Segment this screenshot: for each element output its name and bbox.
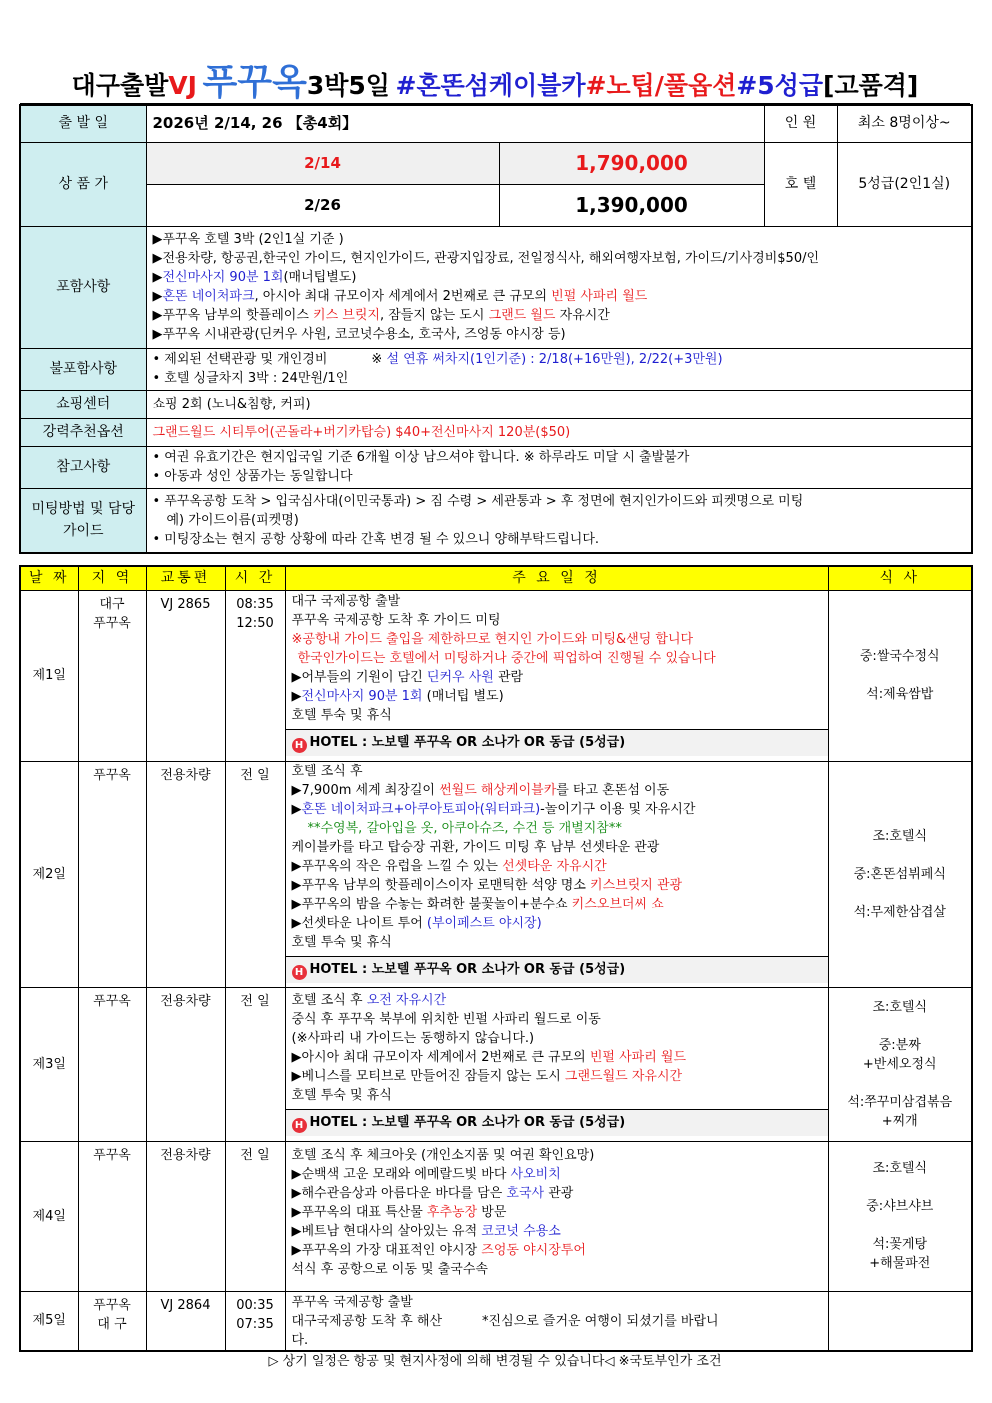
day-4-region: 푸꾸옥 [78, 1141, 146, 1291]
day-3-hotel: H HOTEL : 노보텔 푸꾸옥 OR 소나가 OR 동급 (5성급) [286, 1109, 828, 1136]
include-line-5: ▶푸꾸옥 남부의 핫플레이스 키스 브릿지, 잠들지 않는 도시 그랜드 월드 자유시간 [152, 308, 610, 323]
day-5-meals [828, 1291, 972, 1351]
include-line-6: ▶푸꾸옥 시내관광(딘커우 사원, 코코넛수용소, 호국사, 즈엉동 야시장 등) [152, 327, 566, 342]
day-5-row [20, 1291, 972, 1351]
header-time: 시 간 [225, 566, 285, 590]
price-date-2: 2/26 [146, 184, 499, 226]
notes-line-1: • 여권 유효기간은 현지입국일 기준 6개월 이상 남으셔야 합니다. ※ 하루라도 미달 시 출발불가 [152, 450, 690, 465]
meeting-line-1: • 푸꾸옥공항 도착 > 입국심사대(이민국통과) > 짐 수령 > 세관통과 > 후 정면에 현지인가이드와 피켓명으로 미팅 [152, 493, 804, 509]
shopping-label: 쇼핑센터 [20, 390, 146, 418]
page-title: 대구출발VJ 푸꾸옥3박5일 #혼똔섬케이블카#노팁/풀옵션#5성급[고품격] [71, 62, 919, 103]
day-3-time: 전 일 [225, 987, 285, 1141]
day-4-meals: 조:호텔식 중:샤브샤브 석:꽃게탕 +해물파전 [828, 1141, 972, 1291]
meeting-line-2: 예) 가이드이름(피켓명) [166, 512, 299, 528]
meeting-row [20, 488, 972, 553]
schedule-header-row [20, 566, 972, 590]
include-label: 포함사항 [20, 226, 146, 348]
hotel-icon: H [292, 965, 307, 980]
footnote: ▷ 상기 일정은 항공 및 현지사정에 의해 변경될 수 있습니다◁ ※국토부인가 조건 [268, 1354, 722, 1369]
day-4-itinerary: 호텔 조식 후 체크아웃 (개인소지품 및 여권 확인요망) ▶순백색 고운 모래와 에메랄드빛 바다 사오비치 ▶해수관음상과 아름다운 바다를 담은 호국사 관광 ▶푸꾸옥의 대표 특산물 후추농장 방문 ▶베트남 현대사의 살아있는 유적 코코넛 수용소 ▶푸꾸옥의 가장 대표적인 야시장 즈엉동 야시장투어 석식 후 공항으로 이동 및 출국수속 [285, 1141, 828, 1291]
day-1-row [20, 590, 972, 761]
include-details [146, 226, 972, 348]
hotel-icon: H [292, 1118, 307, 1133]
notes-row [20, 446, 972, 488]
header-date: 날 짜 [20, 566, 78, 590]
day-5-itinerary: 푸꾸옥 국제공항 출발 대구국제공항 도착 후 해산 *진심으로 즐거운 여행이 되셨기를 바랍니 다. [285, 1291, 828, 1351]
day-2-meals: 조:호텔식 중:혼똔섬뷔페식 석:무제한삼겹살 [828, 761, 972, 987]
day-1-hotel: H HOTEL : 노보텔 푸꾸옥 OR 소나가 OR 동급 (5성급) [286, 729, 828, 756]
hotel-value: 5성급(2인1실) [837, 142, 972, 226]
price-row-1 [20, 142, 972, 184]
day-4-label: 제4일 [20, 1141, 78, 1291]
meeting-details [146, 488, 972, 553]
day-2-region: 푸꾸옥 [78, 761, 146, 987]
depart-value: 2026년 2/14, 26 【총4회】 [146, 105, 764, 142]
day-2-hotel: H HOTEL : 노보텔 푸꾸옥 OR 소나가 OR 동급 (5성급) [286, 956, 828, 983]
day-1-itinerary: 대구 국제공항 출발 푸꾸옥 국제공항 도착 후 가이드 미팅 ※공항내 가이드 출입을 제한하므로 현지인 가이드와 미팅&샌딩 합니다 한국인가이드는 호텔에서 미팅하거나 중간에 픽업하여 진행될 수 있습니다 ▶어부들의 기원이 담긴 딘커우 사원 관람 ▶전신마사지 90분 1회 (매너팁 별도) 호텔 투숙 및 휴식 H HOTEL : 노보텔 푸꾸옥 OR 소나가 OR 동급 (5성급) [285, 590, 828, 761]
exclude-label: 불포함사항 [20, 348, 146, 390]
exclude-line-1: • 제외된 선택관광 및 개인경비 ※ 설 연휴 써차지(1인기준) : 2/18(+16만원), 2/22(+3만원) [152, 352, 723, 367]
shopping-value: 쇼핑 2회 (노니&침향, 커피) [146, 390, 972, 418]
include-line-3: ▶전신마사지 90분 1회(매너팁별도) [152, 270, 357, 285]
day-3-region: 푸꾸옥 [78, 987, 146, 1141]
shopping-row [20, 390, 972, 418]
day-3-transport: 전용차량 [146, 987, 225, 1141]
day-4-row [20, 1141, 972, 1291]
day-3-label: 제3일 [20, 987, 78, 1141]
header-meal: 식 사 [828, 566, 972, 590]
price-label: 상 품 가 [20, 142, 146, 226]
people-label: 인 원 [764, 105, 837, 142]
day-1-region: 대구 푸꾸옥 [78, 590, 146, 761]
product-info-table [19, 104, 973, 554]
hotel-icon: H [292, 738, 307, 753]
include-line-4: ▶혼똔 네이처파크, 아시아 최대 규모이자 세계에서 2번째로 큰 규모의 빈펄 사파리 월드 [152, 289, 648, 304]
option-label: 강력추천옵션 [20, 418, 146, 446]
meeting-line-3: • 미팅장소는 현지 공항 상황에 따라 간혹 변경 될 수 있으니 양해부탁드립니다. [152, 531, 600, 547]
option-row [20, 418, 972, 446]
day-5-time: 00:35 07:35 [225, 1291, 285, 1351]
price-date-1: 2/14 [146, 142, 499, 184]
exclude-row [20, 348, 972, 390]
day-1-flight: VJ 2865 [146, 590, 225, 761]
day-2-row [20, 761, 972, 987]
option-value: 그랜드월드 시티투어(곤돌라+버기카탑승) $40+전신마사지 120분($50) [146, 418, 972, 446]
day-4-time: 전 일 [225, 1141, 285, 1291]
notes-line-2: • 아동과 성인 상품가는 동일합니다 [152, 469, 353, 484]
meeting-label: 미팅방법 및 담당가이드 [20, 488, 146, 553]
depart-label: 출 발 일 [20, 105, 146, 142]
day-1-label: 제1일 [20, 590, 78, 761]
people-value: 최소 8명이상~ [837, 105, 972, 142]
day-4-transport: 전용차량 [146, 1141, 225, 1291]
day-1-meals: 중:쌀국수정식 석:제육쌈밥 [828, 590, 972, 761]
exclude-details [146, 348, 972, 390]
header-region: 지 역 [78, 566, 146, 590]
schedule-table [19, 565, 973, 1352]
day-2-time: 전 일 [225, 761, 285, 987]
day-5-region: 푸꾸옥 대 구 [78, 1291, 146, 1351]
day-1-time: 08:35 12:50 [225, 590, 285, 761]
header-transport: 교통편 [146, 566, 225, 590]
notes-label: 참고사항 [20, 446, 146, 488]
include-row [20, 226, 972, 348]
day-3-itinerary: 호텔 조식 후 오전 자유시간 중식 후 푸꾸옥 북부에 위치한 빈펄 사파리 월드로 이동 (※사파리 내 가이드는 동행하지 않습니다.) ▶아시아 최대 규모이자 세계에서 2번째로 큰 규모의 빈펄 사파리 월드 ▶베니스를 모티브로 만들어진 잠들지 않는 도시 그랜드월드 자유시간 호텔 투숙 및 휴식 H HOTEL : 노보텔 푸꾸옥 OR 소나가 OR 동급 (5성급) [285, 987, 828, 1141]
header-itinerary: 주 요 일 정 [285, 566, 828, 590]
price-value-1: 1,790,000 [499, 142, 764, 184]
day-5-flight: VJ 2864 [146, 1291, 225, 1351]
price-value-2: 1,390,000 [499, 184, 764, 226]
day-3-meals: 조:호텔식 중:분짜 +반세오정식 석:쭈꾸미삼겹볶음 +찌개 [828, 987, 972, 1141]
notes-details [146, 446, 972, 488]
day-2-itinerary: 호텔 조식 후 ▶7,900m 세계 최장길이 썬월드 해상케이블카를 타고 혼똔섬 이동 ▶혼똔 네이처파크+아쿠아토피아(워터파크)-놀이기구 이용 및 자유시간 **수영복, 갈아입을 옷, 아쿠아슈즈, 수건 등 개별지참** 케이블카를 타고 탑승장 귀환, 가이드 미팅 후 남부 선셋타운 관광 ▶푸꾸옥의 작은 유럽을 느낄 수 있는 선셋타운 자유시간 ▶푸꾸옥 남부의 핫플레이스이자 로맨틱한 석양 명소 키스브릿지 관광 ▶푸꾸옥의 밤을 수놓는 화려한 불꽃놀이+분수쇼 키스오브더씨 쇼 ▶선셋타운 나이트 투어 (부이페스트 야시장) 호텔 투숙 및 휴식 H HOTEL : 노보텔 푸꾸옥 OR 소나가 OR 동급 (5성급) [285, 761, 828, 987]
day-2-label: 제2일 [20, 761, 78, 987]
day-2-transport: 전용차량 [146, 761, 225, 987]
day-5-label: 제5일 [20, 1291, 78, 1351]
hotel-label: 호 텔 [764, 142, 837, 226]
day-3-row [20, 987, 972, 1141]
include-line-2: ▶전용차량, 항공권,한국인 가이드, 현지인가이드, 관광지입장료, 전일정식사, 해외여행자보험, 가이드/기사경비$50/인 [152, 251, 820, 266]
depart-row [20, 105, 972, 142]
include-line-1: ▶푸꾸옥 호텔 3박 (2인1실 기준 ) [152, 232, 344, 247]
exclude-line-2: • 호텔 싱글차지 3박 : 24만원/1인 [152, 371, 349, 386]
